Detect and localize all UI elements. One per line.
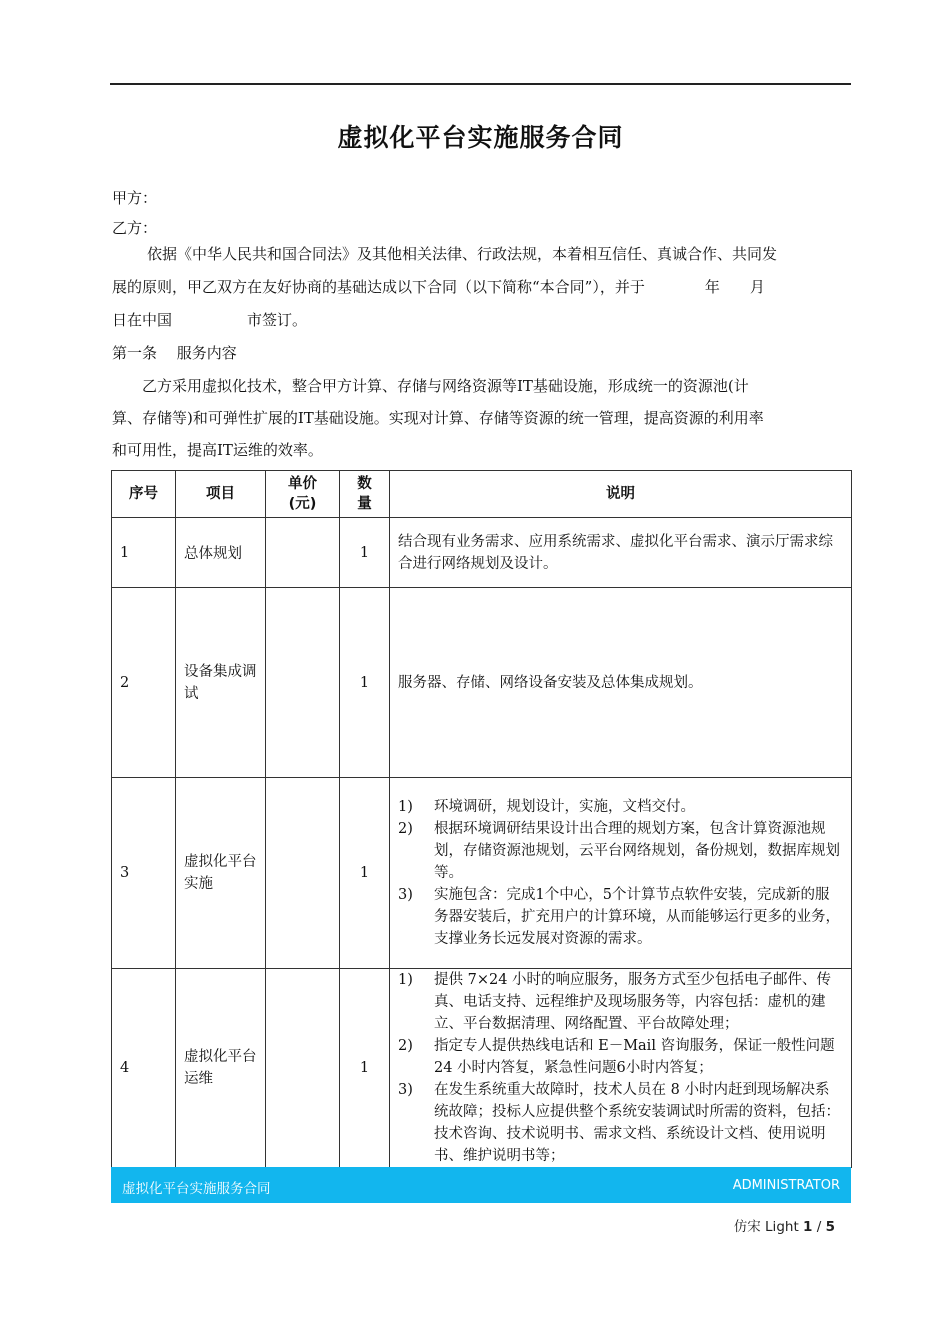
article-1-line-3: 和可用性，提高IT运维的效率。 bbox=[112, 441, 323, 459]
row-index: 3 bbox=[112, 778, 176, 969]
row-index: 1 bbox=[112, 518, 176, 588]
footer-title: 虚拟化平台实施服务合同 bbox=[122, 1181, 271, 1197]
list-item bbox=[398, 1079, 843, 1167]
row-price bbox=[266, 969, 340, 1168]
header-price-line2: (元) bbox=[288, 496, 317, 512]
intro-line-2: 展的原则，甲乙双方在友好协商的基础达成以下合同（以下简称“本合同”），并于 年 月 bbox=[112, 278, 765, 296]
list-item bbox=[398, 818, 843, 884]
row-desc bbox=[390, 778, 852, 969]
desc-list bbox=[398, 796, 843, 950]
row-index: 2 bbox=[112, 588, 176, 778]
list-item-number: 1) bbox=[398, 972, 413, 988]
list-item-text: 根据环境调研结果设计出合理的规划方案，包含计算资源池规划，存储资源池规划，云平台网络规划，备份规划，数据库规划等。 bbox=[434, 821, 840, 881]
list-item-text: 在发生系统重大故障时，技术人员在 8 小时内赶到现场解决系统故障；投标人应提供整个系统安装调试时所需的资料，包括：技术咨询、技术说明书、需求文档、系统设计文档、使用说明书、维护说明书等； bbox=[434, 1082, 840, 1164]
row-item: 总体规划 bbox=[176, 518, 266, 588]
table-row bbox=[112, 969, 852, 1168]
row-item: 虚拟化平台实施 bbox=[176, 778, 266, 969]
document-title: 虚拟化平台实施服务合同 bbox=[337, 123, 624, 152]
footer-author: ADMINISTRATOR bbox=[732, 1178, 840, 1193]
page-separator: / bbox=[816, 1219, 822, 1235]
header-index: 序号 bbox=[112, 471, 176, 518]
row-desc: 服务器、存储、网络设备安装及总体集成规划。 bbox=[390, 588, 852, 778]
row-desc: 结合现有业务需求、应用系统需求、虚拟化平台需求、演示厅需求综合进行网络规划及设计。 bbox=[390, 518, 852, 588]
list-item-number: 2) bbox=[398, 821, 413, 837]
header-desc: 说明 bbox=[390, 471, 852, 518]
table-row bbox=[112, 778, 852, 969]
page-indicator bbox=[734, 1215, 835, 1235]
header-price bbox=[266, 471, 340, 518]
table-header-row bbox=[112, 471, 852, 518]
row-index: 4 bbox=[112, 969, 176, 1168]
row-desc bbox=[390, 969, 852, 1168]
list-item-number: 3) bbox=[398, 887, 413, 903]
row-item: 设备集成调试 bbox=[176, 588, 266, 778]
table-row bbox=[112, 588, 852, 778]
article-1-line-2: 算、存储等)和可弹性扩展的IT基础设施。实现对计算、存储等资源的统一管理，提高资源的利用率 bbox=[112, 409, 764, 427]
row-price bbox=[266, 778, 340, 969]
header-price-line1: 单价 bbox=[288, 476, 317, 492]
footer-bar bbox=[111, 1167, 851, 1203]
header-qty-line1: 数 bbox=[357, 476, 372, 492]
font-name-label: 仿宋 Light bbox=[733, 1219, 799, 1235]
article-1-heading: 第一条 服务内容 bbox=[112, 344, 237, 362]
page-total: 5 bbox=[825, 1219, 835, 1235]
list-item-number: 3) bbox=[398, 1082, 413, 1098]
page-current: 1 bbox=[803, 1219, 813, 1235]
top-rule bbox=[110, 83, 851, 85]
table-row bbox=[112, 518, 852, 588]
header-qty bbox=[340, 471, 390, 518]
article-1-line-1: 乙方采用虚拟化技术，整合甲方计算、存储与网络资源等IT基础设施，形成统一的资源池(计 bbox=[112, 377, 749, 395]
row-qty: 1 bbox=[340, 518, 390, 588]
row-qty: 1 bbox=[340, 778, 390, 969]
list-item-text: 环境调研，规划设计，实施，文档交付。 bbox=[434, 799, 695, 815]
list-item bbox=[398, 796, 843, 818]
desc-list bbox=[398, 969, 843, 1167]
list-item bbox=[398, 1035, 843, 1079]
row-qty: 1 bbox=[340, 588, 390, 778]
row-price bbox=[266, 588, 340, 778]
list-item-text: 实施包含：完成1个中心，5个计算节点软件安装，完成新的服务器安装后，扩充用户的计算环境，从而能够运行更多的业务，支撑业务长远发展对资源的需求。 bbox=[434, 887, 840, 947]
service-table bbox=[111, 470, 852, 1168]
party-a-label: 甲方： bbox=[112, 189, 158, 207]
row-qty: 1 bbox=[340, 969, 390, 1168]
list-item-number: 1) bbox=[398, 799, 413, 815]
list-item-text: 提供 7×24 小时的响应服务，服务方式至少包括电子邮件、传真、电话支持、远程维护及现场服务等，内容包括：虚机的建立、平台数据清理、网络配置、平台故障处理； bbox=[434, 972, 832, 1032]
list-item bbox=[398, 969, 843, 1035]
intro-line-1: 依据《中华人民共和国合同法》及其他相关法律、行政法规，本着相互信任、真诚合作、共同发 bbox=[147, 245, 778, 263]
row-price bbox=[266, 518, 340, 588]
header-qty-line2: 量 bbox=[357, 496, 372, 512]
header-item: 项目 bbox=[176, 471, 266, 518]
party-b-label: 乙方： bbox=[112, 219, 158, 237]
list-item-text: 指定专人提供热线电话和 E－Mail 咨询服务，保证一般性问题 24 小时内答复，紧急性问题6小时内答复； bbox=[434, 1038, 835, 1076]
list-item-number: 2) bbox=[398, 1038, 413, 1054]
list-item bbox=[398, 884, 843, 950]
intro-line-3: 日在中国 市签订。 bbox=[112, 311, 308, 329]
row-item: 虚拟化平台运维 bbox=[176, 969, 266, 1168]
